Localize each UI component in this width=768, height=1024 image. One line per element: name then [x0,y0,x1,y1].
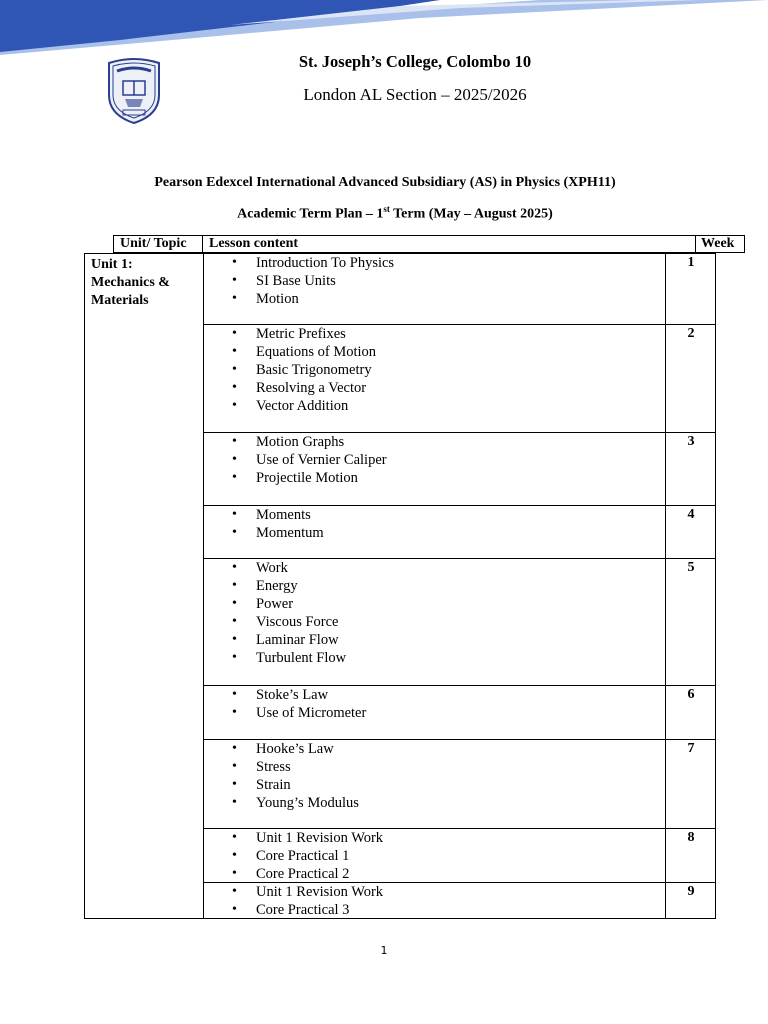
lesson-text: Motion [256,291,299,307]
lesson-text: Laminar Flow [256,632,339,648]
week-number: 6 [687,687,695,702]
lesson-text: Projectile Motion [256,470,358,486]
lesson-text: Work [256,560,288,576]
bullet-icon: • [232,777,237,792]
bullet-icon: • [232,614,237,629]
table-row [203,685,716,740]
week-number: 9 [687,884,695,899]
lesson-text: Introduction To Physics [256,255,395,271]
lesson-text: Power [256,596,294,612]
bullet-icon: • [232,795,237,810]
lesson-list [204,829,665,883]
bullet-icon: • [232,452,237,467]
lesson-item [204,397,665,415]
lesson-cell [204,433,666,505]
bullet-icon: • [232,525,237,540]
bullet-icon: • [232,326,237,341]
lesson-text: Young’s Modulus [256,795,359,811]
bullet-icon: • [232,848,237,863]
lesson-list [204,559,665,667]
week-number: 5 [687,560,695,575]
bullet-icon: • [232,866,237,881]
lesson-item [204,758,665,776]
lesson-item [204,613,665,631]
bullet-icon: • [232,291,237,306]
lesson-list [204,883,665,919]
week-number: 3 [687,434,695,449]
lesson-item [204,506,665,524]
bullet-icon: • [232,632,237,647]
bullet-icon: • [232,344,237,359]
lesson-item [204,254,665,272]
course-title: Pearson Edexcel International Advanced Subsidiary (AS) in Physics (XPH11) [154,175,616,190]
unit-line: Mechanics & [91,275,170,290]
lesson-item [204,577,665,595]
lesson-item [204,451,665,469]
unit-cell [84,253,204,919]
school-name: St. Joseph’s College, Colombo 10 [298,52,532,71]
bullet-icon: • [232,596,237,611]
term-plan-suffix: Term (May – August 2025) [389,206,553,222]
lesson-text: Viscous Force [256,614,339,630]
lesson-text: Stoke’s Law [256,687,329,703]
lesson-item [204,433,665,451]
lesson-item [204,865,665,883]
header-banner [0,0,768,60]
week-number: 2 [687,326,695,341]
lesson-text: Hooke’s Law [256,741,334,757]
lesson-item [204,343,665,361]
lesson-text: Metric Prefixes [256,326,346,342]
week-number: 8 [687,830,695,845]
bullet-icon: • [232,507,237,522]
lesson-item [204,847,665,865]
table-row [203,828,716,883]
lesson-item [204,379,665,397]
lesson-item [204,361,665,379]
lesson-item [204,649,665,667]
lesson-text: Core Practical 2 [256,866,350,882]
bullet-icon: • [232,741,237,756]
lesson-item [204,325,665,343]
bullet-icon: • [232,560,237,575]
table-row [203,882,716,919]
bullet-icon: • [232,273,237,288]
lesson-text: Core Practical 3 [256,902,350,918]
bullet-icon: • [232,362,237,377]
lesson-item [204,901,665,919]
table-row [203,432,716,506]
lesson-item [204,290,665,308]
lesson-text: Moments [256,507,311,523]
header-week: Week [695,235,745,253]
bullet-icon: • [232,434,237,449]
lesson-text: SI Base Units [256,273,336,289]
lesson-text: Resolving a Vector [256,380,367,396]
lesson-item [204,794,665,812]
bullet-icon: • [232,380,237,395]
lesson-text: Turbulent Flow [256,650,347,666]
bullet-icon: • [232,398,237,413]
lesson-text: Strain [256,777,291,793]
lesson-cell [204,686,666,739]
week-number: 4 [687,507,695,522]
lesson-list [204,740,665,812]
page-number: 1 [380,944,388,957]
lesson-item [204,829,665,847]
lesson-text: Use of Micrometer [256,705,367,721]
bullet-icon: • [232,705,237,720]
lesson-cell [204,740,666,828]
week-number: 1 [687,255,695,270]
lesson-item [204,740,665,758]
lesson-text: Momentum [256,525,324,541]
unit-line: Materials [91,293,149,308]
lesson-text: Motion Graphs [256,434,345,450]
lesson-cell [204,829,666,882]
bullet-icon: • [232,650,237,665]
lesson-text: Use of Vernier Caliper [256,452,387,468]
bullet-icon: • [232,687,237,702]
lesson-item [204,559,665,577]
term-plan-superscript: st [383,204,390,214]
lesson-item [204,272,665,290]
lesson-text: Unit 1 Revision Work [256,830,384,846]
lesson-text: Vector Addition [256,398,349,414]
lesson-cell [204,254,666,324]
term-plan-title [40,204,750,223]
lesson-text: Stress [256,759,291,775]
lesson-text: Equations of Motion [256,344,377,360]
lesson-item [204,631,665,649]
bullet-icon: • [232,578,237,593]
bullet-icon: • [232,902,237,917]
lesson-item [204,469,665,487]
lesson-cell [204,883,666,918]
table-row [203,558,716,686]
lesson-item [204,883,665,901]
lesson-item [204,776,665,794]
term-plan-prefix: Academic Term Plan – 1 [237,206,384,222]
bullet-icon: • [232,470,237,485]
table-row [203,505,716,559]
lesson-text: Basic Trigonometry [256,362,372,378]
lesson-item [204,686,665,704]
header-unit-topic: Unit/ Topic [113,235,203,253]
week-number: 7 [687,741,695,756]
header-lesson-content: Lesson content [202,235,696,253]
lesson-item [204,704,665,722]
lesson-cell [204,506,666,558]
lesson-item [204,524,665,542]
lesson-list [204,254,665,308]
lesson-item [204,595,665,613]
bullet-icon: • [232,884,237,899]
lesson-list [204,506,665,542]
bullet-icon: • [232,830,237,845]
unit-line: Unit 1: [91,257,133,272]
bullet-icon: • [232,759,237,774]
lesson-cell [204,325,666,432]
lesson-text: Core Practical 1 [256,848,350,864]
table-row [203,324,716,433]
table-row [203,253,716,325]
lesson-cell [204,559,666,685]
lesson-list [204,433,665,487]
school-crest-icon [103,55,165,125]
lesson-text: Energy [256,578,298,594]
table-row [203,739,716,829]
lesson-list [204,686,665,722]
lesson-list [204,325,665,415]
bullet-icon: • [232,255,237,270]
lesson-text: Unit 1 Revision Work [256,884,384,900]
section-title: London AL Section – 2025/2026 [303,85,527,104]
